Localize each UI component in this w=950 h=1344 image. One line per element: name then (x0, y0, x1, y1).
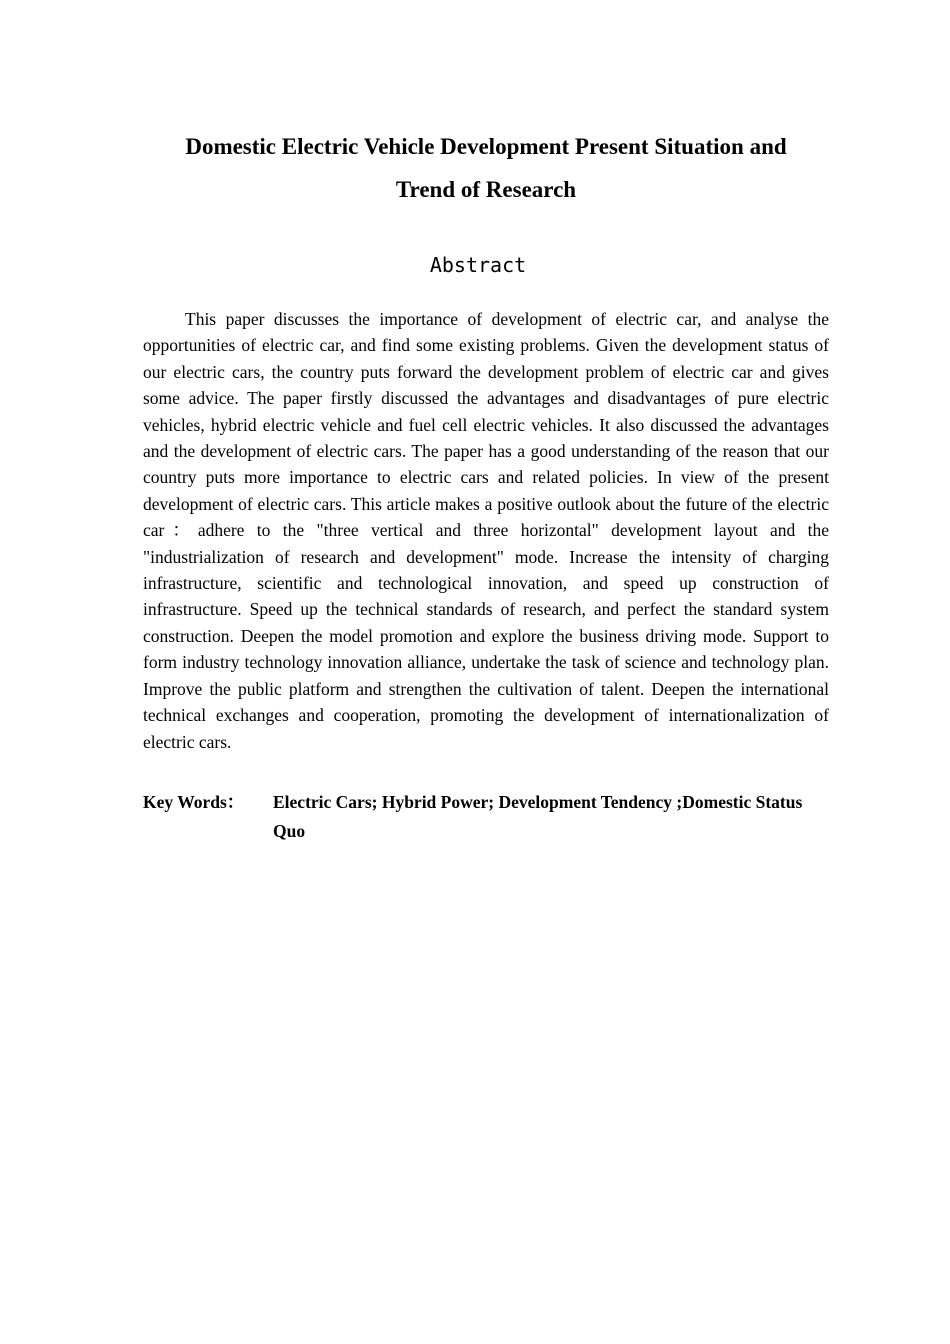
paper-title (143, 125, 829, 211)
abstract-body: This paper discusses the importance of development of electric car, and analyse the opportunities of electric car, and find some existing problems. Given the development status of our electric cars, the country puts forward the development problem of electric car and gives some advice. The paper firstly discussed the advantages and disadvantages of pure electric vehicles, hybrid electric vehicle and fuel cell electric vehicles. It also discussed the advantages and the development of electric cars. The paper has a good understanding of the reason that our country puts more importance to electric cars and related policies. In view of the present development of electric cars. This article makes a positive outlook about the future of the electric car：adhere to the "three vertical and three horizontal" development layout and the "industrialization of research and development" mode. Increase the intensity of charging infrastructure, scientific and technological innovation, and speed up construction of infrastructure. Speed up the technical standards of research, and perfect the standard system construction. Deepen the model promotion and explore the business driving mode. Support to form industry technology innovation alliance, undertake the task of science and technology plan. Improve the public platform and strengthen the cultivation of talent. Deepen the international technical exchanges and cooperation, promoting the development of internationalization of electric cars. (143, 309, 829, 752)
abstract-heading: Abstract (429, 253, 527, 277)
keywords-label: Key Words： (143, 792, 245, 812)
paper-title-line-1: Domestic Electric Vehicle Development Present Situation and (185, 134, 787, 159)
keywords-values: Electric Cars; Hybrid Power; Development Tendency ;Domestic Status Quo (273, 792, 803, 841)
paper-title-line-2: Trend of Research (395, 177, 577, 202)
